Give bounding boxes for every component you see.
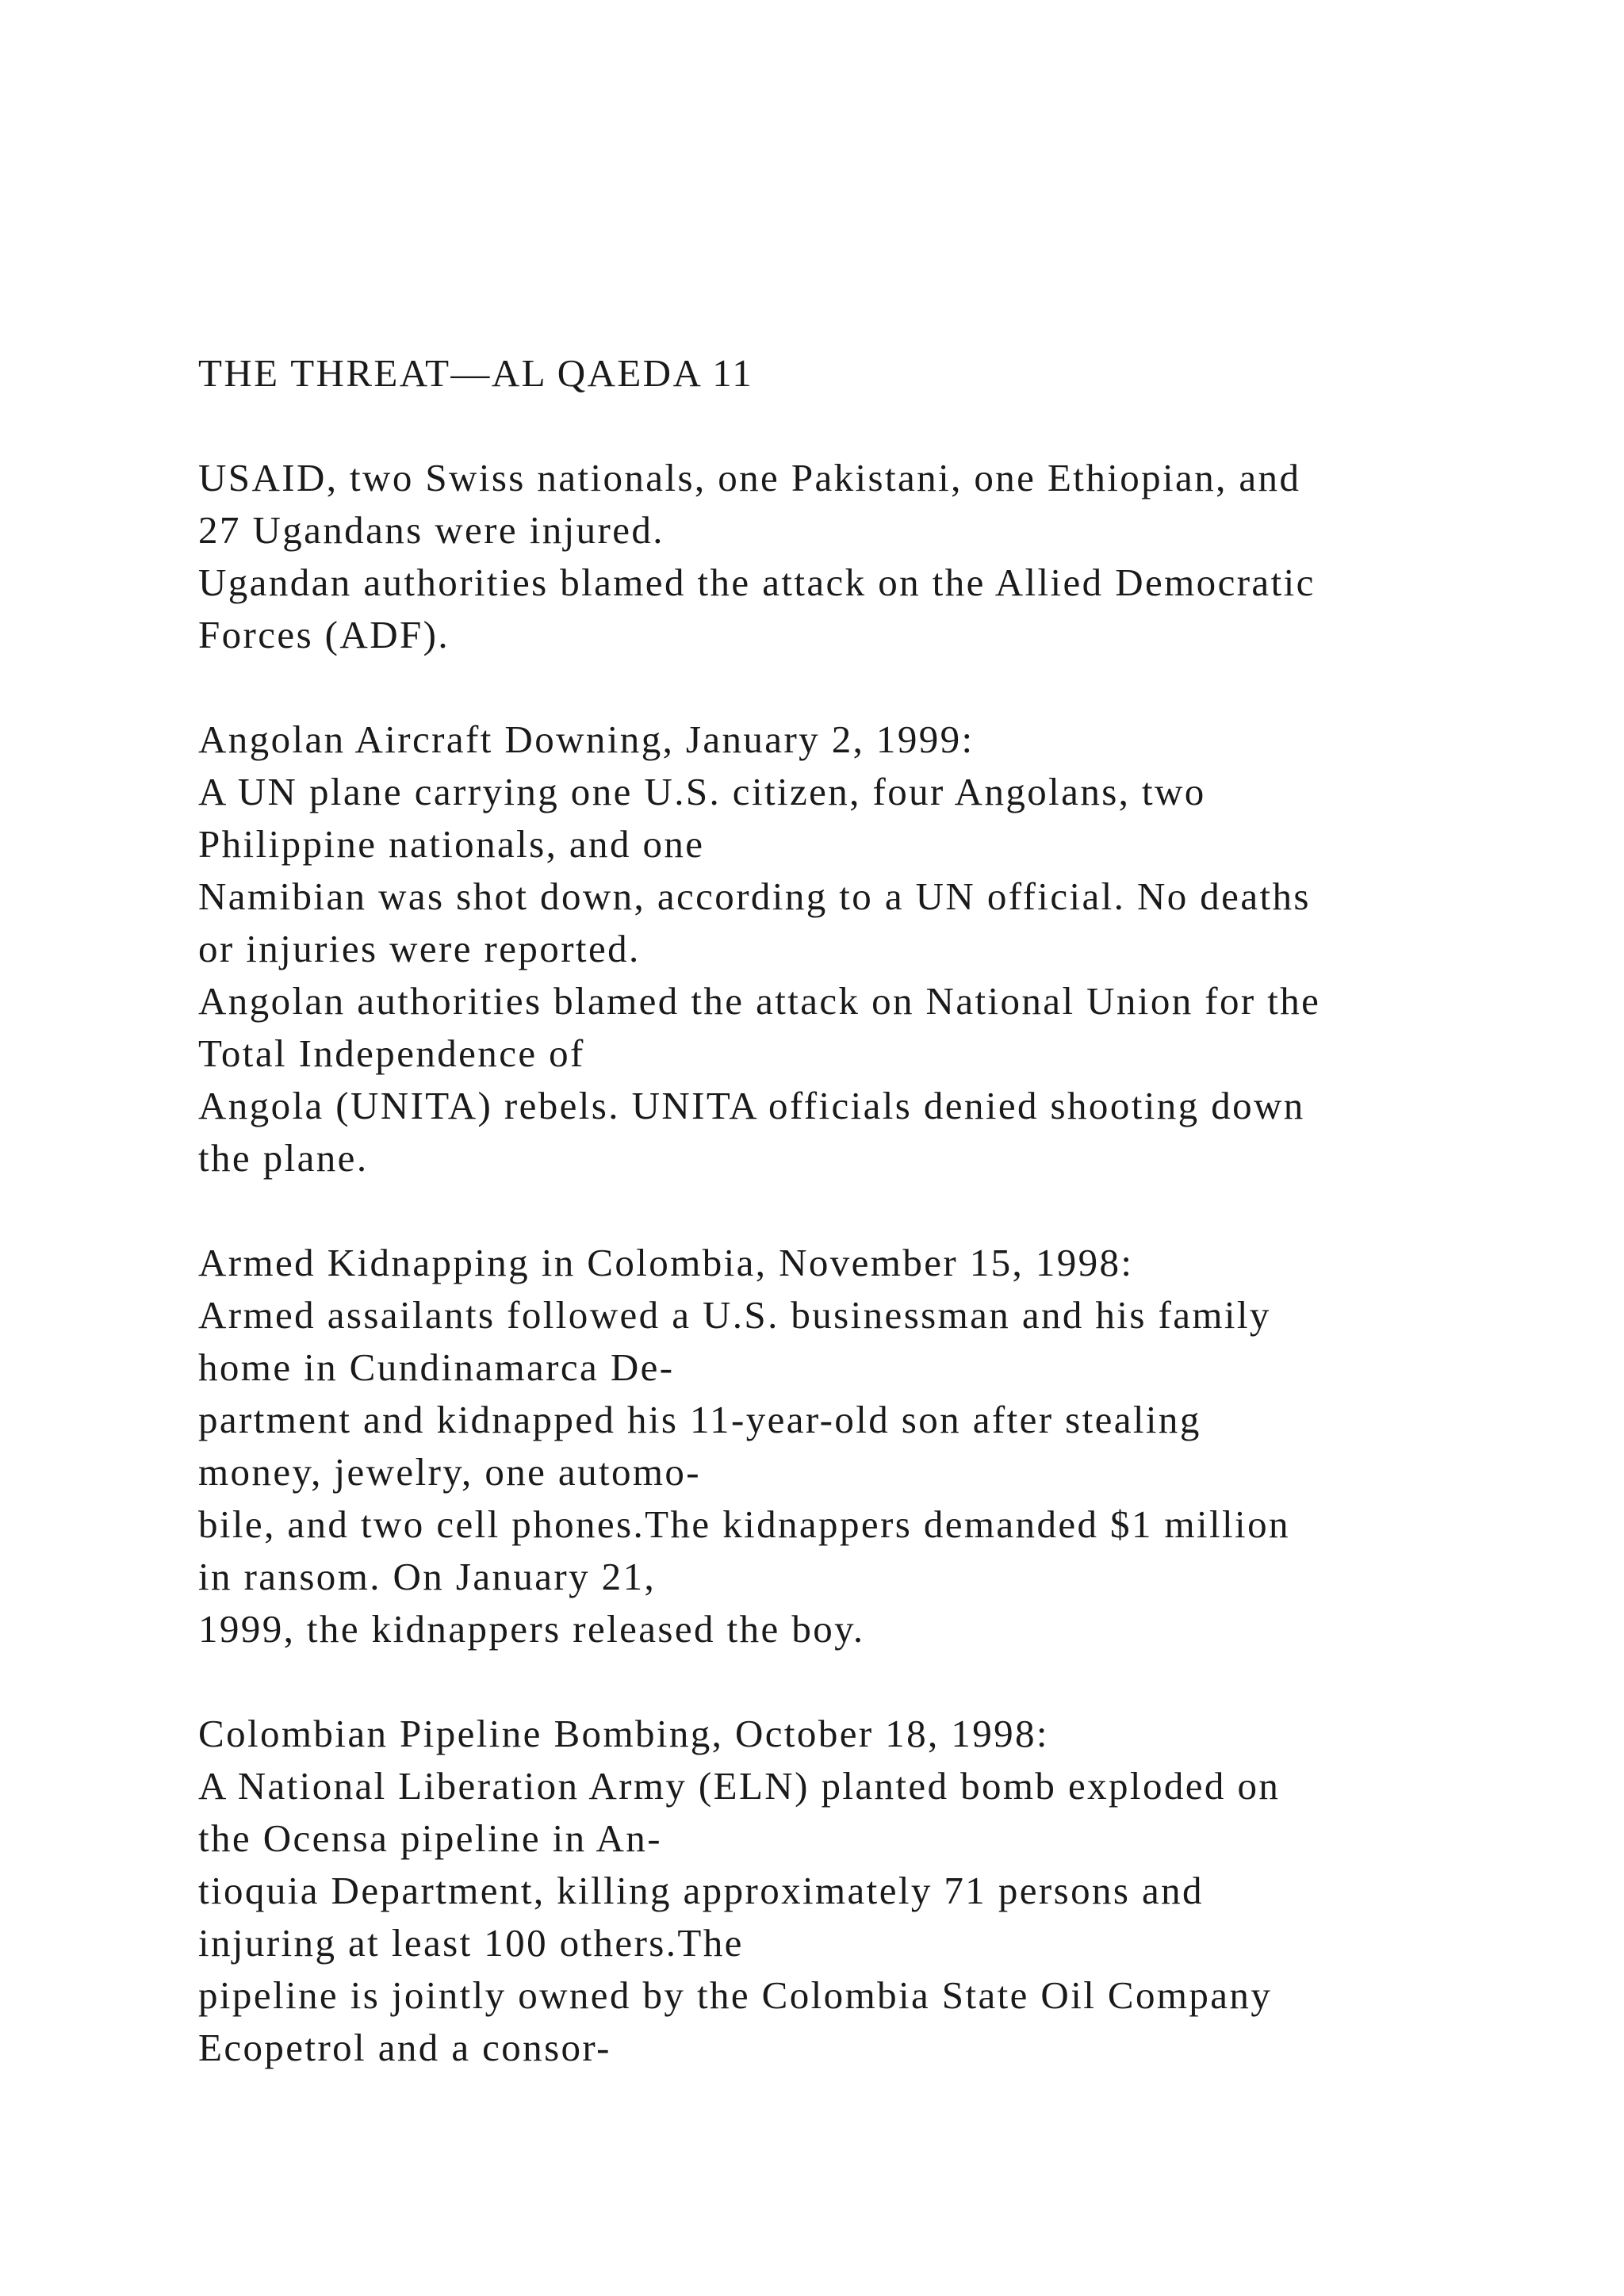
paragraph-gap — [198, 1184, 1435, 1237]
text-line: home in Cundinamarca De- — [198, 1345, 675, 1389]
text-line: A UN plane carrying one U.S. citizen, four Angolans, two — [198, 770, 1206, 813]
text-line: Armed assailants followed a U.S. businessman and his family — [198, 1293, 1271, 1337]
text-line: money, jewelry, one automo- — [198, 1450, 702, 1494]
text-line: Angolan authorities blamed the attack on National Union for the — [198, 979, 1321, 1023]
text-line: the Ocensa pipeline in An- — [198, 1816, 662, 1860]
paragraph-colombian-pipeline — [198, 1708, 1435, 2074]
document-body — [198, 347, 1435, 2074]
section-heading-line: Armed Kidnapping in Colombia, November 15, 1998: — [198, 1241, 1134, 1284]
text-line: 27 Ugandans were injured. — [198, 508, 665, 552]
paragraph-gap — [198, 1655, 1435, 1708]
paragraph-angolan-aircraft — [198, 714, 1435, 1184]
text-line: partment and kidnapped his 11-year-old son after stealing — [198, 1398, 1201, 1441]
text-line: injuring at least 100 others.The — [198, 1921, 744, 1965]
text-line: 1999, the kidnappers released the boy. — [198, 1607, 865, 1651]
page-header: THE THREAT—AL QAEDA 11 — [198, 351, 754, 395]
text-line: A National Liberation Army (ELN) planted bomb exploded on — [198, 1764, 1281, 1808]
paragraph-ugandan-attack — [198, 452, 1435, 661]
text-line: Forces (ADF). — [198, 613, 450, 656]
text-line: tioquia Department, killing approximately 71 persons and — [198, 1869, 1204, 1912]
text-line: Namibian was shot down, according to a UN official. No deaths — [198, 874, 1311, 918]
text-line: or injuries were reported. — [198, 927, 641, 970]
section-heading-line: Angolan Aircraft Downing, January 2, 1999: — [198, 718, 975, 761]
paragraph-colombia-kidnapping — [198, 1237, 1435, 1655]
text-line: USAID, two Swiss nationals, one Pakistani, one Ethiopian, and — [198, 456, 1301, 499]
text-line: Ecopetrol and a consor- — [198, 2026, 611, 2069]
text-line: bile, and two cell phones.The kidnappers demanded $1 million — [198, 1502, 1290, 1546]
paragraph-gap — [198, 661, 1435, 714]
text-line: Angola (UNITA) rebels. UNITA officials denied shooting down — [198, 1084, 1305, 1127]
text-line: the plane. — [198, 1136, 369, 1180]
text-line: Total Independence of — [198, 1031, 585, 1075]
text-line: Ugandan authorities blamed the attack on the Allied Democratic — [198, 561, 1316, 604]
text-line: in ransom. On January 21, — [198, 1555, 657, 1598]
text-line: pipeline is jointly owned by the Colombia State Oil Company — [198, 1973, 1273, 2017]
paragraph-gap — [198, 400, 1435, 452]
section-heading-line: Colombian Pipeline Bombing, October 18, 1998: — [198, 1712, 1049, 1755]
text-line: Philippine nationals, and one — [198, 822, 705, 866]
